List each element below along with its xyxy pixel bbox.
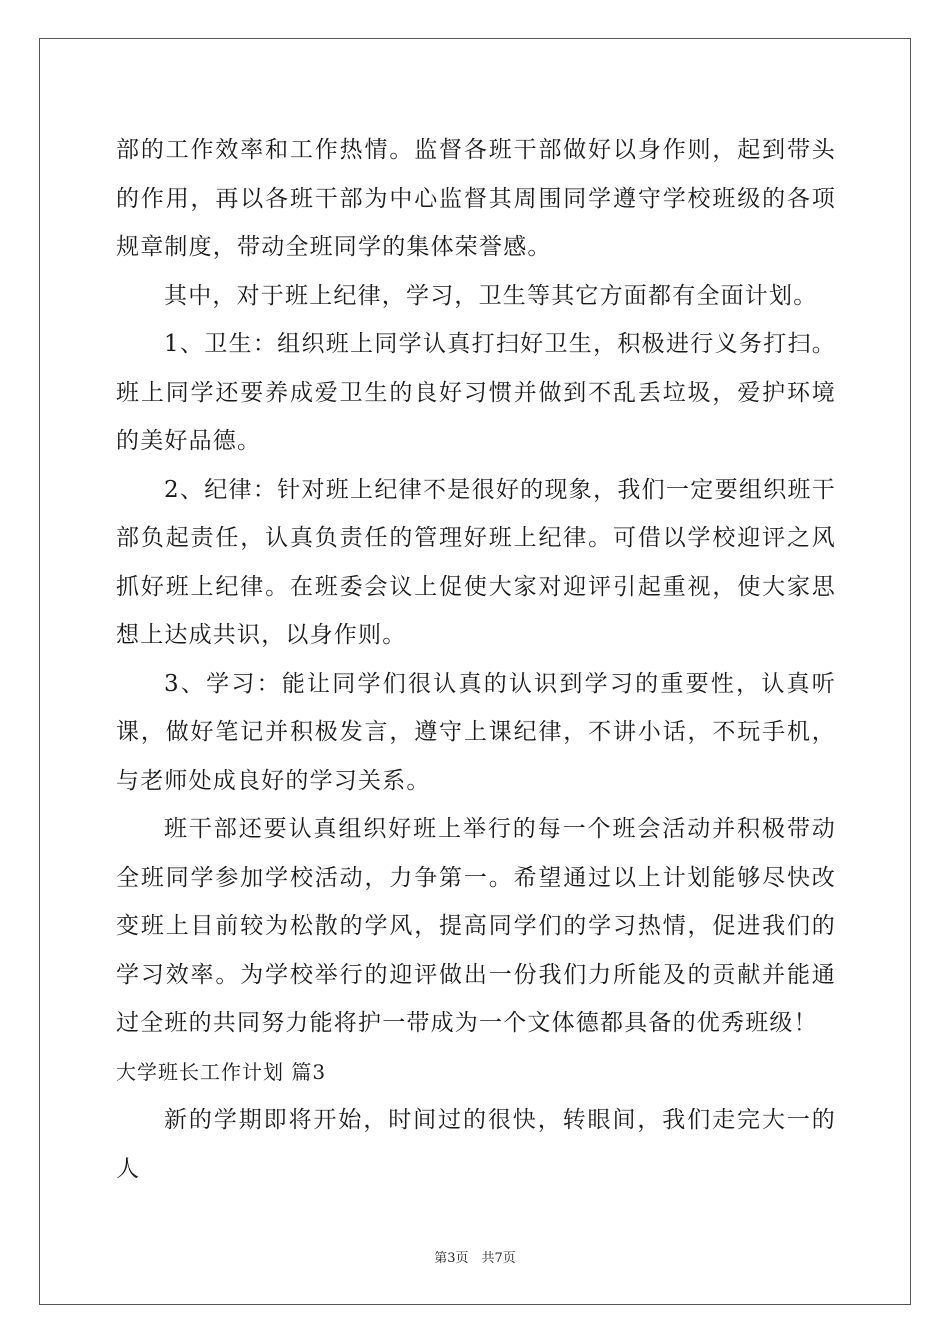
section-heading: 大学班长工作计划 篇3 — [116, 1059, 327, 1084]
paragraph-continuation: 部的工作效率和工作热情。监督各班干部做好以身作则，起到带头的作用，再以各班干部为中心监督其周围同学遵守学校班级的各项规章制度，带动全班同学的集体荣誉感。 — [116, 137, 836, 260]
paragraph-study: 3、学习：能让同学们很认真的认识到学习的重要性，认真听课，做好笔记并积极发言，遵守上课纪律，不讲小话，不玩手机，与老师处成良好的学习关系。 — [116, 670, 836, 794]
paragraph-overview: 其中，对于班上纪律，学习，卫生等其它方面都有全面计划。 — [164, 282, 818, 309]
paragraph-class-cadre: 班干部还要认真组织好班上举行的每一个班会活动并积极带动全班同学参加学校活动，力争第一。希望通过以上计划能够尽快改变班上目前较为松散的学风，提高同学们的学习热情，促进我们的学习效率。为学校举行的迎评做出一份我们力所能及的贡献并能通过全班的共同努力能将护一带成为一个文体德都具备的优秀班级！ — [116, 816, 836, 1036]
document-body — [116, 126, 836, 1193]
paragraph-discipline: 2、纪律：针对班上纪律不是很好的现象，我们一定要组织班干部负起责任，认真负责任的管理好班上纪律。可借以学校迎评之风抓好班上纪律。在班委会议上促使大家对迎评引起重视，使大家思想上达成共识，以身作则。 — [116, 476, 836, 648]
paragraph-new-semester: 新的学期即将开始，时间过的很快，转眼间，我们走完大一的人 — [116, 1107, 836, 1182]
paragraph-hygiene: 1、卫生：组织班上同学认真打扫好卫生，积极进行义务打扫。班上同学还要养成爱卫生的良好习惯并做到不乱丢垃圾，爱护环境的美好品德。 — [116, 331, 836, 454]
page-number-footer: 第3页 共7页 — [434, 1251, 516, 1266]
